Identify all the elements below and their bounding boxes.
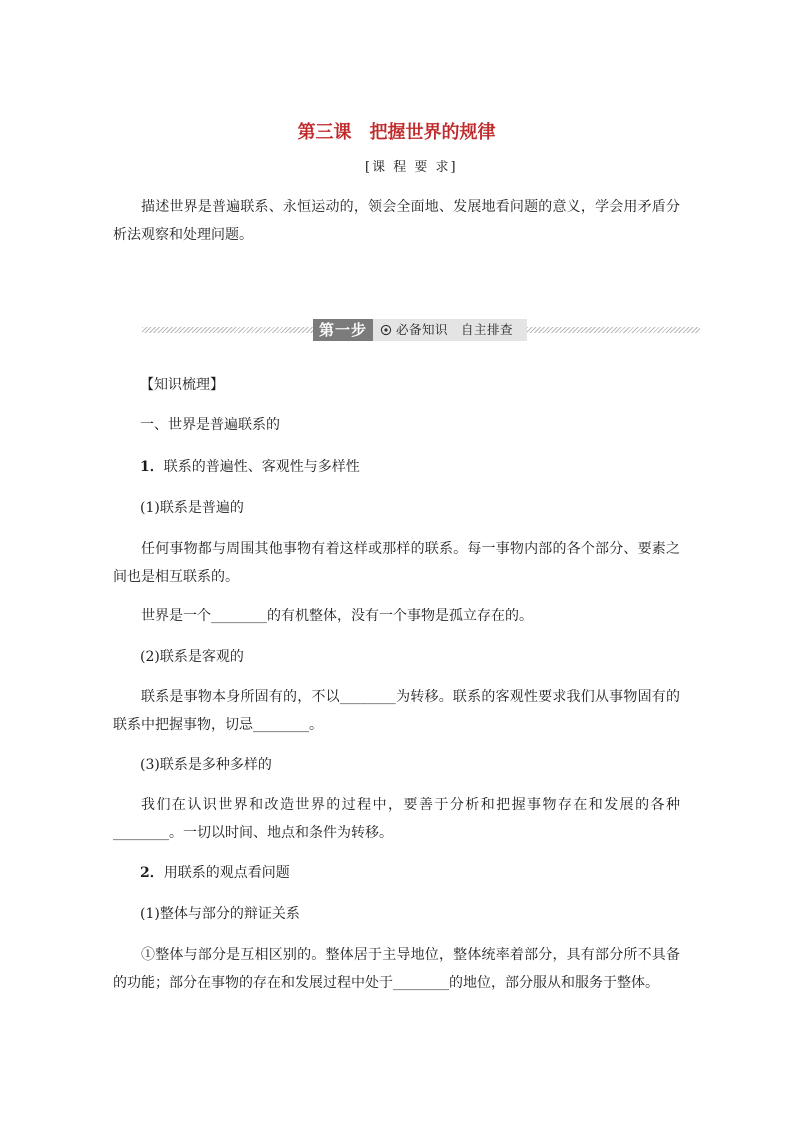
knowledge-heading: 【知识梳理】 [140,377,224,393]
course-requirement-label: [课 程 要 求] [365,160,458,175]
step-banner [142,319,700,341]
point-number: 2． [140,865,164,881]
lesson-title: 第三课 把握世界的规律 [297,122,496,143]
banner-badge [313,319,527,341]
point-title: 用联系的观点看问题 [163,865,290,881]
section-title: 一、世界是普遍联系的 [140,417,280,433]
banner-hatch-right [527,327,700,333]
fill-blank-paragraph: 联系是事物本身所固有的，不以________为转移。联系的客观性要求我们从事物固有的联系中把握事物，切忌________。 [113,689,680,733]
banner-hatch-left [142,327,313,333]
fill-blank-paragraph: 世界是一个________的有机整体，没有一个事物是孤立存在的。 [141,608,533,624]
fill-blank-paragraph: 我们在认识世界和改造世界的过程中，要善于分析和把握事物存在和发展的各种________。一切以时间、地点和条件为转移。 [113,797,680,841]
subpoint-title: (2)联系是客观的 [140,649,244,665]
point-number: 1． [140,459,164,475]
point-heading [140,859,290,887]
banner-step-label: 第一步 [313,319,373,341]
course-requirement-text: 描述世界是普遍联系、永恒运动的，领会全面地、发展地看问题的意义，学会用矛盾分析法观察和处理问题。 [113,199,680,243]
point-heading [140,453,360,481]
point-title: 联系的普遍性、客观性与多样性 [163,459,360,475]
subpoint-title: (1)整体与部分的辩证关系 [140,906,300,922]
subpoint-title: (1)联系是普遍的 [140,500,244,516]
paragraph: 任何事物都与周围其他事物有着这样或那样的联系。每一事物内部的各个部分、要素之间也是相互联系的。 [113,541,680,585]
circle-dot-icon [380,324,392,336]
fill-blank-paragraph: ①整体与部分是互相区别的。整体居于主导地位，整体统率着部分，具有部分所不具备的功能；部分在事物的存在和发展过程中处于________的地位，部分服从和服务于整体。 [113,947,680,991]
banner-title: 必备知识 自主排查 [396,322,514,337]
subpoint-title: (3)联系是多种多样的 [140,757,272,773]
